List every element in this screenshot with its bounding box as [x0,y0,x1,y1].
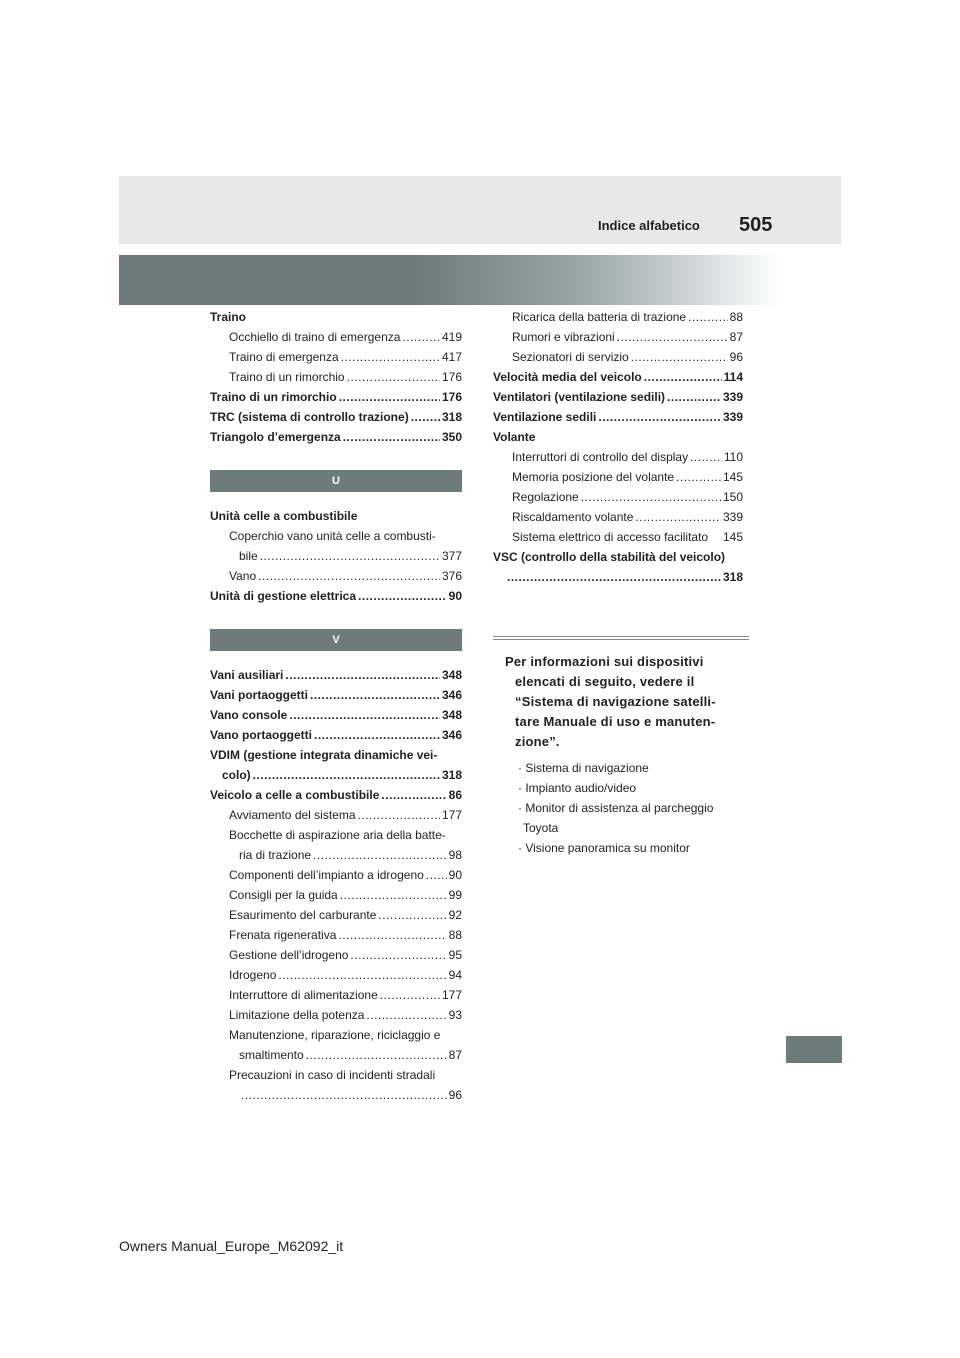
index-entry [210,965,462,985]
index-entry [210,347,462,367]
dot-leader [507,567,721,587]
index-entry-label: Rumori e vibrazioni [512,330,615,344]
index-entry-label: Limitazione della potenza [229,1008,365,1022]
index-entry [493,507,743,527]
index-entry-page[interactable]: 95 [448,948,462,962]
index-entry [210,925,462,945]
index-group-u [210,506,462,606]
index-entry-label: Vani portaoggetti [210,688,309,702]
index-entry-page[interactable]: 339 [722,390,743,404]
index-group-t [210,307,462,447]
index-entry-page[interactable]: 93 [448,1008,462,1022]
dot-leader [253,765,440,785]
index-entry [210,825,462,845]
index-entry-label: Occhiello di traino di emergenza [229,330,401,344]
index-entry-label: Vano console [210,708,288,722]
index-group-v [210,665,462,1105]
index-entry [210,506,462,526]
index-entry [493,567,743,587]
index-entry [210,665,462,685]
index-entry-page[interactable]: 176 [441,390,462,404]
index-entry [210,546,462,566]
index-entry-label: bile [239,549,258,563]
dot-leader [644,367,722,387]
index-entry [210,985,462,1005]
index-entry-label: Frenata rigenerativa [229,928,337,942]
dot-leader [341,347,440,367]
dot-leader [347,367,440,387]
dot-leader [285,665,440,685]
note-list-item: · Visione panoramica su monitor [518,841,690,855]
index-entry-label: TRC (sistema di controllo trazione) [210,410,409,424]
index-entry-page[interactable]: 150 [722,490,743,504]
index-entry [493,527,743,547]
index-entry-label: Precauzioni in caso di incidenti stradali [229,1068,436,1082]
index-entry [210,745,462,765]
index-entry [210,1025,462,1045]
index-entry-page[interactable]: 339 [722,510,743,524]
index-entry-label: Sezionatori di servizio [512,350,629,364]
index-entry [493,327,743,347]
index-entry-page[interactable]: 87 [448,1048,462,1062]
index-entry-label: Unità di gestione elettrica [210,589,357,603]
index-entry-page[interactable]: 417 [441,350,462,364]
dot-leader [426,865,447,885]
index-entry-label: Veicolo a celle a combustibile [210,788,380,802]
note-list-item: · Sistema di navigazione [518,761,649,775]
index-entry-page[interactable]: 318 [441,768,462,782]
index-entry-page[interactable]: 346 [441,688,462,702]
header-band [119,176,841,244]
index-entry-page[interactable]: 88 [729,310,743,324]
index-entry-label: Bocchette di aspirazione aria della batte- [229,828,446,842]
index-entry-label: Ventilazione sedili [493,410,597,424]
index-entry-page[interactable]: 177 [441,808,462,822]
index-entry [210,865,462,885]
dot-leader [667,387,721,407]
index-entry-page[interactable]: 339 [722,410,743,424]
index-entry [210,785,462,805]
index-entry [210,885,462,905]
index-entry [210,1085,462,1105]
index-entry-label: Unità celle a combustibile [210,509,358,523]
index-entry-label: Interruttori di controllo del display [512,450,689,464]
index-entry-label: Vani ausiliari [210,668,284,682]
note-list-item: · Impianto audio/video [518,781,637,795]
dot-leader [381,785,446,805]
dot-leader [260,546,440,566]
index-entry [210,387,462,407]
index-entry-label: Componenti dell’impianto a idrogeno [229,868,424,882]
dot-leader [598,407,721,427]
dot-leader [241,1085,447,1105]
note-heading-line: “Sistema di navigazione satelli- [515,694,716,709]
index-entry-page[interactable]: 348 [441,668,462,682]
index-entry [210,805,462,825]
index-entry-page[interactable]: 145 [722,530,743,544]
dot-leader [402,327,440,347]
index-entry [493,367,743,387]
dot-leader [411,407,440,427]
index-entry-label: VDIM (gestione integrata dinamiche vei- [210,748,438,762]
index-entry [210,1045,462,1065]
index-entry [210,685,462,705]
index-entry [493,487,743,507]
dot-leader [690,447,722,467]
index-entry-label: Esaurimento del carburante [229,908,377,922]
index-entry-page[interactable]: 318 [722,570,743,584]
index-entry-page[interactable]: 110 [723,450,743,464]
index-entry [493,447,743,467]
dot-leader [358,586,447,606]
index-entry [210,307,462,327]
dot-leader [338,925,446,945]
index-entry [210,566,462,586]
dot-leader [343,427,440,447]
index-entry-page[interactable]: 376 [441,569,462,583]
index-entry-page[interactable]: 177 [441,988,462,1002]
dot-leader [340,885,447,905]
dot-leader [358,805,440,825]
index-entry-page[interactable]: 346 [441,728,462,742]
footer-document-id: Owners Manual_Europe_M62092_it [119,1238,344,1254]
page-number: 505 [739,214,773,236]
index-entry-label: Vano [229,569,257,583]
index-entry-label: Velocità media del veicolo [493,370,642,384]
index-entry [210,945,462,965]
index-entry-page[interactable]: 94 [448,968,462,982]
index-entry-page[interactable]: 145 [722,470,743,484]
letter-heading-u: U [210,470,462,492]
dot-leader [617,327,728,347]
index-entry [210,705,462,725]
index-entry-page[interactable]: 348 [441,708,462,722]
index-entry-page[interactable]: 86 [448,788,462,802]
note-heading-line: Per informazioni sui dispositivi [505,654,704,669]
index-entry-label: ria di trazione [239,848,312,862]
dot-leader [350,945,446,965]
index-entry-label: Gestione dell’idrogeno [229,948,349,962]
index-entry-label: Ricarica della batteria di trazione [512,310,687,324]
letter-heading-v: V [210,629,462,651]
dot-leader [631,347,728,367]
index-entry-label: Vano portaoggetti [210,728,312,742]
index-entry [493,307,743,327]
index-entry-page[interactable]: 96 [448,1088,462,1102]
index-entry-page[interactable]: 377 [441,549,462,563]
index-entry-page[interactable]: 87 [729,330,743,344]
dot-leader [339,387,440,407]
index-entry-label: Consigli per la guida [229,888,338,902]
dot-leader [676,467,721,487]
index-entry [210,586,462,606]
index-entry-page[interactable]: 318 [441,410,462,424]
index-entry [493,427,743,447]
index-entry-label: Sistema elettrico di accesso facilitato [512,530,709,544]
index-entry-label: VSC (controllo della stabilità del veicolo) [493,550,726,564]
index-entry-page[interactable]: 96 [729,350,743,364]
index-entry [210,367,462,387]
index-entry-label: Traino di un rimorchio [210,390,337,404]
index-entry-page[interactable]: 98 [448,848,462,862]
index-entry-label: Traino [210,310,247,324]
dot-leader [635,507,721,527]
index-entry-label: Traino di emergenza [229,350,339,364]
note-heading-line: elencati di seguito, vedere il [515,674,695,689]
index-entry-page[interactable]: 92 [448,908,462,922]
index-entry-label: Regolazione [512,490,579,504]
note-list-item: Toyota [523,821,559,835]
index-entry [210,1065,462,1085]
index-entry [210,765,462,785]
dot-leader [366,1005,446,1025]
index-entry [210,526,462,546]
note-list [505,758,755,858]
index-entry-label: Memoria posizione del volante [512,470,675,484]
double-rule-divider [493,636,749,640]
index-entry-page[interactable]: 419 [441,330,462,344]
index-entry-label: smaltimento [239,1048,304,1062]
note-heading-line: zione”. [515,734,560,749]
index-entry [210,725,462,745]
index-entry [210,427,462,447]
index-entry [210,1005,462,1025]
dot-leader [378,905,446,925]
chapter-side-tab [786,1036,842,1063]
index-entry-label: Volante [493,430,536,444]
index-entry-label: Avviamento del sistema [229,808,356,822]
dot-leader [313,845,447,865]
index-entry-label: Interruttore di alimentazione [229,988,378,1002]
dot-leader [581,487,721,507]
index-entry [210,845,462,865]
dot-leader [310,685,440,705]
note-heading-line: tare Manuale di uso e manuten- [515,714,716,729]
index-entry-label: Idrogeno [229,968,277,982]
index-entry-page[interactable]: 88 [448,928,462,942]
index-entry-label: Traino di un rimorchio [229,370,345,384]
index-group-v-continued [493,307,743,587]
index-entry [493,347,743,367]
index-entry-label: Coperchio vano unità celle a combusti- [229,529,436,543]
dot-leader [278,965,446,985]
index-entry-label: Ventilatori (ventilazione sedili) [493,390,666,404]
index-entry [493,467,743,487]
index-column-left [210,307,462,1105]
note-list-item: · Monitor di assistenza al parcheggio [518,801,714,815]
dot-leader [688,307,728,327]
index-entry-page[interactable]: 176 [441,370,462,384]
section-gradient-bar [119,255,779,305]
navigation-note [505,652,755,858]
index-entry [210,407,462,427]
index-entry-label: Manutenzione, riparazione, riciclaggio e [229,1028,441,1042]
index-column-right [493,307,743,587]
dot-leader [306,1045,447,1065]
index-entry-page[interactable]: 114 [723,370,743,384]
index-entry [210,905,462,925]
index-entry [493,407,743,427]
index-entry-label: colo) [222,768,251,782]
index-entry-page[interactable]: 90 [448,868,462,882]
index-entry [210,327,462,347]
dot-leader [258,566,440,586]
index-entry-page[interactable]: 350 [441,430,462,444]
note-heading [505,652,755,752]
index-entry-label: Triangolo d’emergenza [210,430,341,444]
index-entry-label: Riscaldamento volante [512,510,634,524]
index-entry-page[interactable]: 90 [448,589,462,603]
index-entry [493,387,743,407]
index-entry [493,547,743,567]
dot-leader [314,725,440,745]
dot-leader [380,985,440,1005]
index-entry-page[interactable]: 99 [448,888,462,902]
header-title: Indice alfabetico [598,218,700,233]
dot-leader [289,705,440,725]
